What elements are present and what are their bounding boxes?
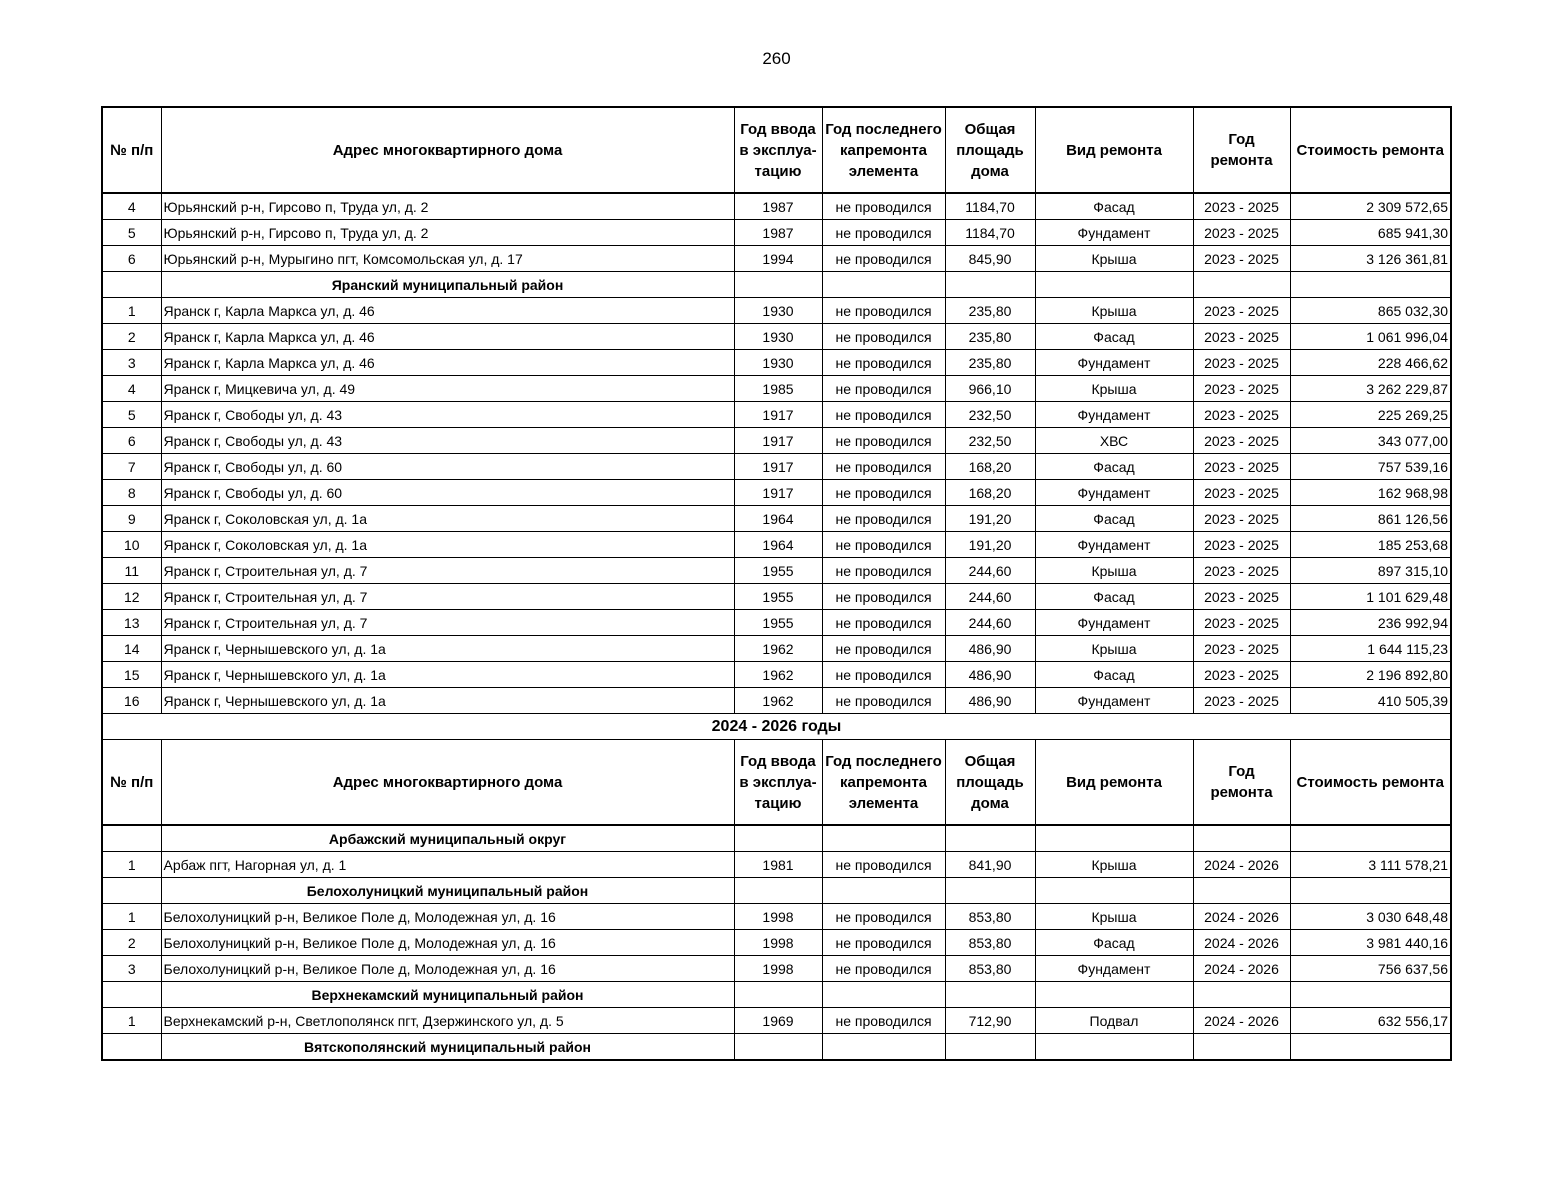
row-number: 15 — [102, 662, 161, 688]
page-number: 260 — [762, 49, 791, 68]
row-number: 1 — [102, 298, 161, 324]
empty-cell — [734, 1034, 822, 1061]
last-repair-cell: не проводился — [822, 454, 945, 480]
area-cell: 845,90 — [945, 246, 1035, 272]
header-address: Адрес многоквартирного дома — [161, 740, 734, 826]
address-cell: Яранск г, Соколовская ул, д. 1а — [161, 532, 734, 558]
address-cell: Яранск г, Мицкевича ул, д. 49 — [161, 376, 734, 402]
address-cell: Верхнекамский р-н, Светлополянск пгт, Дзержинского ул, д. 5 — [161, 1008, 734, 1034]
area-cell: 486,90 — [945, 662, 1035, 688]
table-row — [102, 852, 1451, 878]
empty-cell — [1035, 825, 1193, 852]
empty-cell — [102, 825, 161, 852]
last-repair-cell: не проводился — [822, 506, 945, 532]
year-built-cell: 1985 — [734, 376, 822, 402]
area-cell: 486,90 — [945, 688, 1035, 714]
cost-cell: 2 309 572,65 — [1290, 193, 1451, 220]
empty-cell — [945, 982, 1035, 1008]
empty-cell — [1193, 1034, 1290, 1061]
area-cell: 168,20 — [945, 480, 1035, 506]
last-repair-cell: не проводился — [822, 428, 945, 454]
year-built-cell: 1917 — [734, 480, 822, 506]
header-last-repair: Год последнего капремонта элемента — [822, 107, 945, 193]
address-cell: Яранск г, Чернышевского ул, д. 1а — [161, 662, 734, 688]
cost-cell: 861 126,56 — [1290, 506, 1451, 532]
header-address: Адрес многоквартирного дома — [161, 107, 734, 193]
table-row — [102, 324, 1451, 350]
table-row — [102, 584, 1451, 610]
row-number: 9 — [102, 506, 161, 532]
district-title: Яранский муниципальный район — [161, 272, 734, 298]
year-built-cell: 1994 — [734, 246, 822, 272]
repair-type-cell: Фасад — [1035, 324, 1193, 350]
repair-type-cell: Фундамент — [1035, 610, 1193, 636]
repair-years-cell: 2023 - 2025 — [1193, 506, 1290, 532]
repair-years-cell: 2023 - 2025 — [1193, 610, 1290, 636]
year-built-cell: 1981 — [734, 852, 822, 878]
table-row — [102, 930, 1451, 956]
last-repair-cell: не проводился — [822, 193, 945, 220]
repair-type-cell: Крыша — [1035, 298, 1193, 324]
cost-cell: 756 637,56 — [1290, 956, 1451, 982]
cost-cell: 3 126 361,81 — [1290, 246, 1451, 272]
empty-cell — [1035, 878, 1193, 904]
last-repair-cell: не проводился — [822, 246, 945, 272]
row-number: 10 — [102, 532, 161, 558]
area-cell: 244,60 — [945, 558, 1035, 584]
repair-years-cell: 2024 - 2026 — [1193, 1008, 1290, 1034]
table-row — [102, 454, 1451, 480]
last-repair-cell: не проводился — [822, 324, 945, 350]
cost-cell: 236 992,94 — [1290, 610, 1451, 636]
table-row — [102, 956, 1451, 982]
year-built-cell: 1955 — [734, 610, 822, 636]
repair-type-cell: Фундамент — [1035, 350, 1193, 376]
empty-cell — [822, 1034, 945, 1061]
empty-cell — [945, 878, 1035, 904]
table-row — [102, 193, 1451, 220]
header-row-number: № п/п — [102, 107, 161, 193]
year-built-cell: 1964 — [734, 532, 822, 558]
cost-cell: 897 315,10 — [1290, 558, 1451, 584]
header-repair-type: Вид ремонта — [1035, 107, 1193, 193]
empty-cell — [1290, 272, 1451, 298]
repair-type-cell: Крыша — [1035, 852, 1193, 878]
last-repair-cell: не проводился — [822, 852, 945, 878]
repair-years-cell: 2023 - 2025 — [1193, 428, 1290, 454]
repair-type-cell: Фасад — [1035, 662, 1193, 688]
repair-type-cell: Фасад — [1035, 506, 1193, 532]
empty-cell — [102, 982, 161, 1008]
district-title: Верхнекамский муниципальный район — [161, 982, 734, 1008]
area-cell: 244,60 — [945, 584, 1035, 610]
year-built-cell: 1969 — [734, 1008, 822, 1034]
address-cell: Юрьянский р-н, Гирсово п, Труда ул, д. 2 — [161, 220, 734, 246]
table-row — [102, 904, 1451, 930]
address-cell: Яранск г, Карла Маркса ул, д. 46 — [161, 298, 734, 324]
repair-type-cell: Фундамент — [1035, 402, 1193, 428]
row-number: 11 — [102, 558, 161, 584]
row-number: 1 — [102, 904, 161, 930]
year-built-cell: 1998 — [734, 904, 822, 930]
empty-cell — [1035, 982, 1193, 1008]
repair-years-cell: 2023 - 2025 — [1193, 193, 1290, 220]
empty-cell — [1290, 1034, 1451, 1061]
empty-cell — [822, 825, 945, 852]
empty-cell — [945, 1034, 1035, 1061]
year-built-cell: 1964 — [734, 506, 822, 532]
cost-cell: 3 030 648,48 — [1290, 904, 1451, 930]
header-area: Общая площадь дома — [945, 107, 1035, 193]
year-built-cell: 1962 — [734, 636, 822, 662]
repair-type-cell: Фундамент — [1035, 220, 1193, 246]
row-number: 4 — [102, 376, 161, 402]
district-title: Арбажский муниципальный округ — [161, 825, 734, 852]
address-cell: Яранск г, Свободы ул, д. 60 — [161, 480, 734, 506]
row-number: 5 — [102, 402, 161, 428]
empty-cell — [1290, 982, 1451, 1008]
address-cell: Яранск г, Соколовская ул, д. 1а — [161, 506, 734, 532]
area-cell: 232,50 — [945, 428, 1035, 454]
table-header-row — [102, 740, 1451, 826]
repair-years-cell: 2023 - 2025 — [1193, 480, 1290, 506]
table-row — [102, 480, 1451, 506]
area-cell: 235,80 — [945, 298, 1035, 324]
empty-cell — [945, 825, 1035, 852]
area-cell: 191,20 — [945, 506, 1035, 532]
repair-type-cell: Крыша — [1035, 376, 1193, 402]
header-repair-years: Год ремонта — [1193, 740, 1290, 826]
district-title: Белохолуницкий муниципальный район — [161, 878, 734, 904]
district-group-row — [102, 272, 1451, 298]
repair-type-cell: Подвал — [1035, 1008, 1193, 1034]
cost-cell: 343 077,00 — [1290, 428, 1451, 454]
empty-cell — [1193, 878, 1290, 904]
address-cell: Белохолуницкий р-н, Великое Поле д, Молодежная ул, д. 16 — [161, 904, 734, 930]
header-cost: Стоимость ремонта — [1290, 107, 1451, 193]
row-number: 12 — [102, 584, 161, 610]
table-row — [102, 298, 1451, 324]
district-group-row — [102, 878, 1451, 904]
row-number: 16 — [102, 688, 161, 714]
last-repair-cell: не проводился — [822, 956, 945, 982]
table-row — [102, 636, 1451, 662]
row-number: 5 — [102, 220, 161, 246]
table-row — [102, 220, 1451, 246]
year-built-cell: 1987 — [734, 193, 822, 220]
year-built-cell: 1917 — [734, 428, 822, 454]
year-built-cell: 1998 — [734, 956, 822, 982]
area-cell: 966,10 — [945, 376, 1035, 402]
empty-cell — [1035, 272, 1193, 298]
cost-cell: 757 539,16 — [1290, 454, 1451, 480]
empty-cell — [1193, 272, 1290, 298]
cost-cell: 632 556,17 — [1290, 1008, 1451, 1034]
year-built-cell: 1987 — [734, 220, 822, 246]
empty-cell — [822, 272, 945, 298]
address-cell: Яранск г, Чернышевского ул, д. 1а — [161, 636, 734, 662]
row-number: 6 — [102, 246, 161, 272]
repair-years-cell: 2023 - 2025 — [1193, 324, 1290, 350]
cost-cell: 185 253,68 — [1290, 532, 1451, 558]
last-repair-cell: не проводился — [822, 350, 945, 376]
area-cell: 235,80 — [945, 350, 1035, 376]
repair-schedule-table — [101, 106, 1452, 1061]
empty-cell — [734, 878, 822, 904]
last-repair-cell: не проводился — [822, 298, 945, 324]
last-repair-cell: не проводился — [822, 1008, 945, 1034]
repair-years-cell: 2024 - 2026 — [1193, 852, 1290, 878]
empty-cell — [1193, 982, 1290, 1008]
header-year-built: Год ввода в эксплуа-тацию — [734, 107, 822, 193]
address-cell: Яранск г, Карла Маркса ул, д. 46 — [161, 350, 734, 376]
repair-type-cell: Фасад — [1035, 193, 1193, 220]
row-number: 1 — [102, 1008, 161, 1034]
row-number: 2 — [102, 930, 161, 956]
table-row — [102, 428, 1451, 454]
cost-cell: 228 466,62 — [1290, 350, 1451, 376]
year-built-cell: 1917 — [734, 402, 822, 428]
cost-cell: 410 505,39 — [1290, 688, 1451, 714]
row-number: 14 — [102, 636, 161, 662]
repair-years-cell: 2023 - 2025 — [1193, 636, 1290, 662]
address-cell: Яранск г, Строительная ул, д. 7 — [161, 610, 734, 636]
table-row — [102, 350, 1451, 376]
last-repair-cell: не проводился — [822, 584, 945, 610]
cost-cell: 1 061 996,04 — [1290, 324, 1451, 350]
table-row — [102, 506, 1451, 532]
row-number: 6 — [102, 428, 161, 454]
row-number: 3 — [102, 956, 161, 982]
table-row — [102, 688, 1451, 714]
repair-type-cell: Крыша — [1035, 558, 1193, 584]
row-number: 4 — [102, 193, 161, 220]
address-cell: Яранск г, Чернышевского ул, д. 1а — [161, 688, 734, 714]
address-cell: Яранск г, Свободы ул, д. 43 — [161, 402, 734, 428]
area-cell: 191,20 — [945, 532, 1035, 558]
cost-cell: 865 032,30 — [1290, 298, 1451, 324]
repair-type-cell: Крыша — [1035, 904, 1193, 930]
cost-cell: 225 269,25 — [1290, 402, 1451, 428]
row-number: 1 — [102, 852, 161, 878]
year-built-cell: 1998 — [734, 930, 822, 956]
address-cell: Яранск г, Строительная ул, д. 7 — [161, 584, 734, 610]
table-row — [102, 1008, 1451, 1034]
area-cell: 244,60 — [945, 610, 1035, 636]
area-cell: 853,80 — [945, 904, 1035, 930]
table-row — [102, 532, 1451, 558]
repair-years-cell: 2023 - 2025 — [1193, 246, 1290, 272]
row-number: 13 — [102, 610, 161, 636]
address-cell: Яранск г, Свободы ул, д. 43 — [161, 428, 734, 454]
empty-cell — [822, 982, 945, 1008]
last-repair-cell: не проводился — [822, 402, 945, 428]
address-cell: Яранск г, Свободы ул, д. 60 — [161, 454, 734, 480]
empty-cell — [822, 878, 945, 904]
repair-years-cell: 2024 - 2026 — [1193, 904, 1290, 930]
year-built-cell: 1930 — [734, 324, 822, 350]
area-cell: 486,90 — [945, 636, 1035, 662]
repair-years-cell: 2023 - 2025 — [1193, 532, 1290, 558]
repair-years-cell: 2023 - 2025 — [1193, 662, 1290, 688]
table-row — [102, 246, 1451, 272]
address-cell: Арбаж пгт, Нагорная ул, д. 1 — [161, 852, 734, 878]
year-built-cell: 1955 — [734, 584, 822, 610]
repair-type-cell: Фундамент — [1035, 688, 1193, 714]
table-row — [102, 558, 1451, 584]
repair-type-cell: Фундамент — [1035, 480, 1193, 506]
row-number: 2 — [102, 324, 161, 350]
repair-type-cell: Фасад — [1035, 584, 1193, 610]
last-repair-cell: не проводился — [822, 662, 945, 688]
period-row — [102, 714, 1451, 740]
year-built-cell: 1962 — [734, 662, 822, 688]
empty-cell — [102, 272, 161, 298]
table-row — [102, 662, 1451, 688]
cost-cell: 3 981 440,16 — [1290, 930, 1451, 956]
table-row — [102, 610, 1451, 636]
cost-cell: 162 968,98 — [1290, 480, 1451, 506]
year-built-cell: 1962 — [734, 688, 822, 714]
header-area: Общая площадь дома — [945, 740, 1035, 826]
address-cell: Юрьянский р-н, Мурыгино пгт, Комсомольская ул, д. 17 — [161, 246, 734, 272]
cost-cell: 1 644 115,23 — [1290, 636, 1451, 662]
area-cell: 853,80 — [945, 956, 1035, 982]
district-group-row — [102, 982, 1451, 1008]
area-cell: 1184,70 — [945, 220, 1035, 246]
table-header-row — [102, 107, 1451, 193]
empty-cell — [102, 878, 161, 904]
cost-cell: 685 941,30 — [1290, 220, 1451, 246]
repair-years-cell: 2024 - 2026 — [1193, 956, 1290, 982]
last-repair-cell: не проводился — [822, 480, 945, 506]
empty-cell — [102, 1034, 161, 1061]
last-repair-cell: не проводился — [822, 610, 945, 636]
empty-cell — [734, 982, 822, 1008]
area-cell: 712,90 — [945, 1008, 1035, 1034]
empty-cell — [734, 825, 822, 852]
table-row — [102, 376, 1451, 402]
district-group-row — [102, 825, 1451, 852]
table-row — [102, 402, 1451, 428]
last-repair-cell: не проводился — [822, 904, 945, 930]
district-group-row — [102, 1034, 1451, 1061]
year-built-cell: 1955 — [734, 558, 822, 584]
empty-cell — [1193, 825, 1290, 852]
area-cell: 1184,70 — [945, 193, 1035, 220]
row-number: 3 — [102, 350, 161, 376]
year-built-cell: 1917 — [734, 454, 822, 480]
row-number: 7 — [102, 454, 161, 480]
repair-type-cell: Фасад — [1035, 454, 1193, 480]
last-repair-cell: не проводился — [822, 532, 945, 558]
repair-years-cell: 2023 - 2025 — [1193, 558, 1290, 584]
repair-type-cell: Фундамент — [1035, 532, 1193, 558]
last-repair-cell: не проводился — [822, 688, 945, 714]
empty-cell — [1290, 878, 1451, 904]
year-built-cell: 1930 — [734, 350, 822, 376]
repair-type-cell: Крыша — [1035, 636, 1193, 662]
header-row-number: № п/п — [102, 740, 161, 826]
cost-cell: 3 262 229,87 — [1290, 376, 1451, 402]
repair-years-cell: 2023 - 2025 — [1193, 584, 1290, 610]
address-cell: Яранск г, Карла Маркса ул, д. 46 — [161, 324, 734, 350]
last-repair-cell: не проводился — [822, 558, 945, 584]
district-title: Вятскополянский муниципальный район — [161, 1034, 734, 1061]
repair-years-cell: 2024 - 2026 — [1193, 930, 1290, 956]
row-number: 8 — [102, 480, 161, 506]
address-cell: Белохолуницкий р-н, Великое Поле д, Молодежная ул, д. 16 — [161, 930, 734, 956]
area-cell: 168,20 — [945, 454, 1035, 480]
repair-type-cell: ХВС — [1035, 428, 1193, 454]
area-cell: 235,80 — [945, 324, 1035, 350]
repair-years-cell: 2023 - 2025 — [1193, 402, 1290, 428]
last-repair-cell: не проводился — [822, 930, 945, 956]
area-cell: 841,90 — [945, 852, 1035, 878]
period-title: 2024 - 2026 годы — [102, 714, 1451, 740]
repair-years-cell: 2023 - 2025 — [1193, 298, 1290, 324]
header-repair-type: Вид ремонта — [1035, 740, 1193, 826]
empty-cell — [1035, 1034, 1193, 1061]
address-cell: Белохолуницкий р-н, Великое Поле д, Молодежная ул, д. 16 — [161, 956, 734, 982]
empty-cell — [945, 272, 1035, 298]
repair-years-cell: 2023 - 2025 — [1193, 376, 1290, 402]
repair-type-cell: Фасад — [1035, 930, 1193, 956]
header-last-repair: Год последнего капремонта элемента — [822, 740, 945, 826]
last-repair-cell: не проводился — [822, 220, 945, 246]
address-cell: Яранск г, Строительная ул, д. 7 — [161, 558, 734, 584]
repair-type-cell: Фундамент — [1035, 956, 1193, 982]
area-cell: 232,50 — [945, 402, 1035, 428]
repair-years-cell: 2023 - 2025 — [1193, 688, 1290, 714]
repair-years-cell: 2023 - 2025 — [1193, 350, 1290, 376]
area-cell: 853,80 — [945, 930, 1035, 956]
cost-cell: 2 196 892,80 — [1290, 662, 1451, 688]
repair-years-cell: 2023 - 2025 — [1193, 220, 1290, 246]
last-repair-cell: не проводился — [822, 376, 945, 402]
repair-type-cell: Крыша — [1035, 246, 1193, 272]
header-year-built: Год ввода в эксплуа-тацию — [734, 740, 822, 826]
cost-cell: 1 101 629,48 — [1290, 584, 1451, 610]
repair-years-cell: 2023 - 2025 — [1193, 454, 1290, 480]
cost-cell: 3 111 578,21 — [1290, 852, 1451, 878]
address-cell: Юрьянский р-н, Гирсово п, Труда ул, д. 2 — [161, 193, 734, 220]
header-repair-years: Год ремонта — [1193, 107, 1290, 193]
last-repair-cell: не проводился — [822, 636, 945, 662]
header-cost: Стоимость ремонта — [1290, 740, 1451, 826]
empty-cell — [1290, 825, 1451, 852]
year-built-cell: 1930 — [734, 298, 822, 324]
empty-cell — [734, 272, 822, 298]
